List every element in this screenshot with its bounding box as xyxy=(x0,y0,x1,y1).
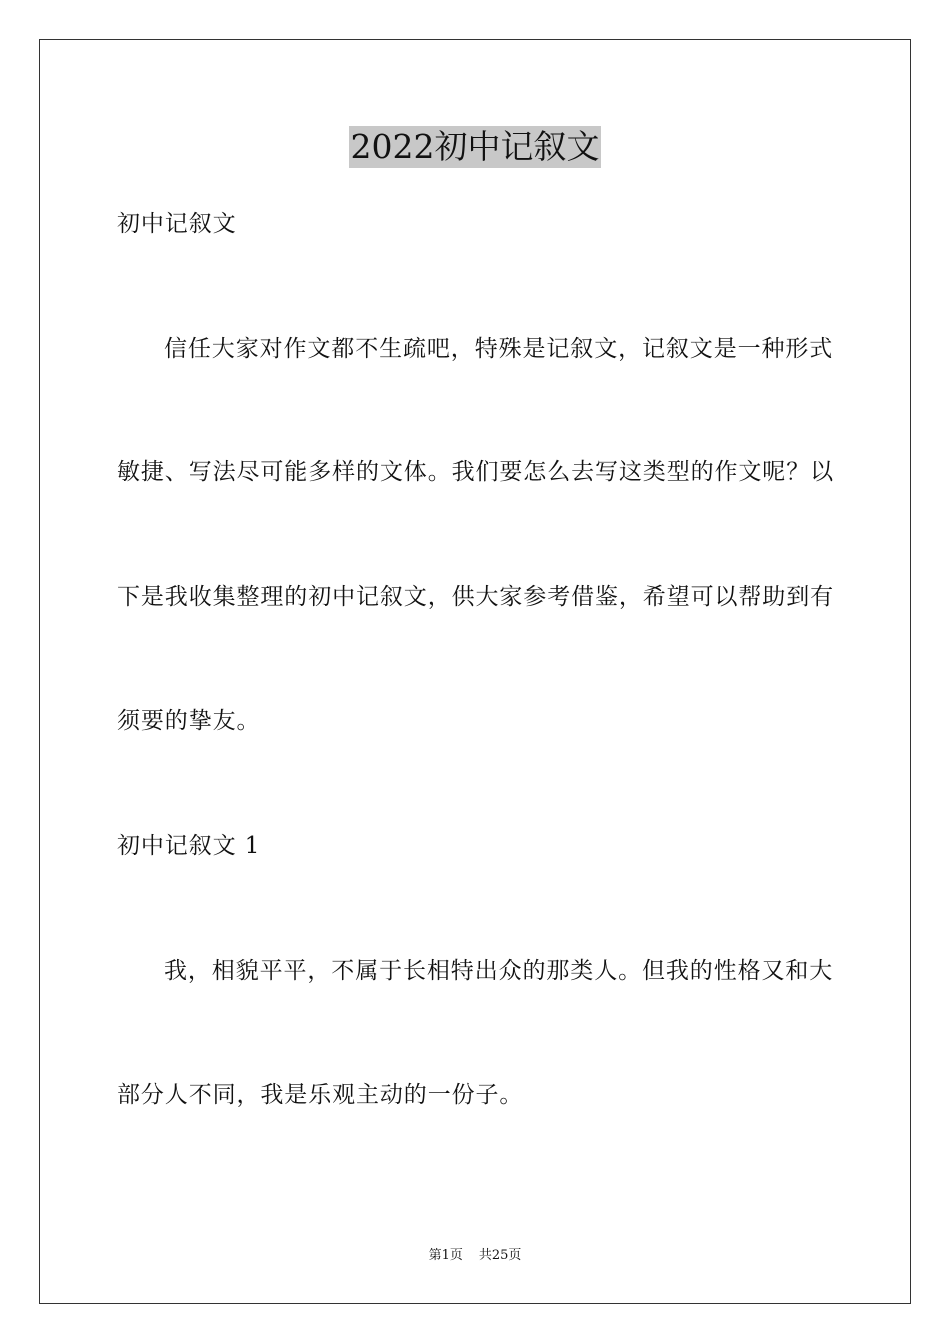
paragraph-line: 信任大家对作文都不生疏吧，特殊是记叙文，记叙文是一种形式 xyxy=(164,336,834,362)
title-container xyxy=(0,126,950,168)
paragraph-line: 须要的挚友。 xyxy=(117,708,261,734)
paragraph-line: 部分人不同，我是乐观主动的一份子。 xyxy=(117,1082,524,1108)
page-total: 共25页 xyxy=(478,1248,522,1263)
page-number: 第1页 xyxy=(428,1248,463,1263)
section-heading: 初中记叙文 1 xyxy=(117,833,261,859)
paragraph-line: 下是我收集整理的初中记叙文，供大家参考借鉴，希望可以帮助到有 xyxy=(117,584,834,610)
paragraph-line: 敏捷、写法尽可能多样的文体。我们要怎么去写这类型的作文呢？以 xyxy=(117,459,834,485)
document-subtitle: 初中记叙文 xyxy=(117,211,237,237)
paragraph-line: 我，相貌平平，不属于长相特出众的那类人。但我的性格又和大 xyxy=(164,958,834,984)
page-footer xyxy=(0,1247,950,1265)
document-title: 2022初中记叙文 xyxy=(350,127,600,166)
